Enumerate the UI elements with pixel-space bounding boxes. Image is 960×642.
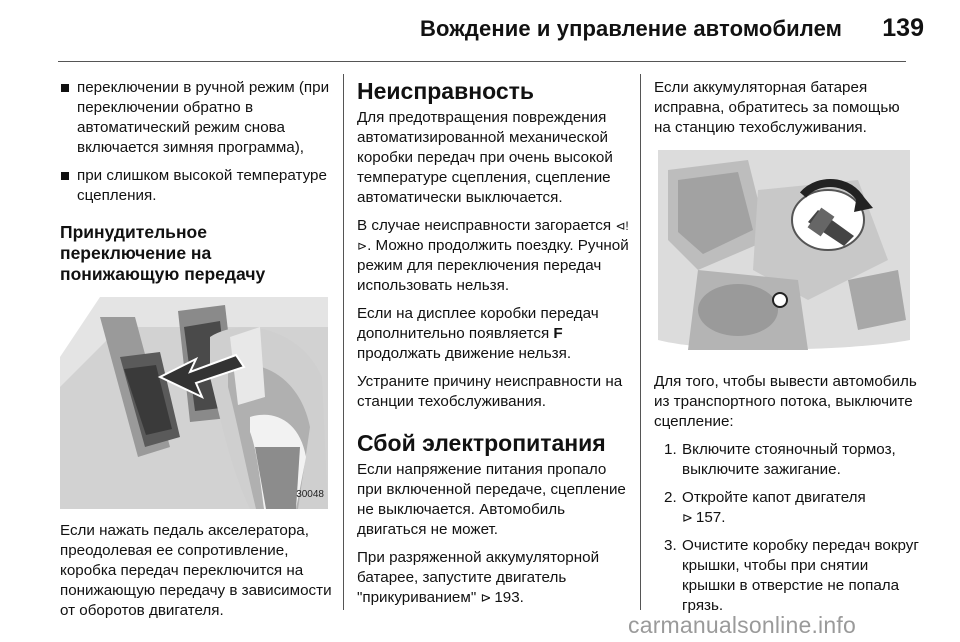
middle-column <box>357 78 629 616</box>
battery-paragraph: Если аккумуляторная батарея исправна, обратитесь за помощью на станцию техобслуживания. <box>654 79 900 136</box>
kickdown-heading: Принудительное переключение на понижающую передачу <box>60 222 266 284</box>
page-reference-link[interactable]: 193. <box>494 589 524 606</box>
list-item: 3. Очистите коробку передач вокруг крышки, чтобы при снятии крышки в отверстие не попала грязь. <box>664 537 919 614</box>
bullet-square-icon <box>61 84 69 92</box>
steps-list <box>654 440 920 616</box>
figure-number: 30048 <box>296 489 324 500</box>
kickdown-paragraph: Если нажать педаль акселератора, преодолевая ее сопротивление, коробка передач переключится на понижающую передачу в зависимости от оборотов двигателя. <box>60 522 332 619</box>
fault-paragraph-3: Если на дисплее коробки передач дополнительно появляется F продолжать движение нельзя. <box>357 305 599 362</box>
header-rule <box>58 61 906 62</box>
pedal-drawing <box>60 297 328 509</box>
page-reference-icon: ⊳ <box>480 590 492 605</box>
column-divider-left <box>343 74 344 610</box>
fault-paragraph-1: Для предотвращения повреждения автоматизированной механической коробки передач при очень высокой температуре сцепления, сцепление автоматически выключается. <box>357 109 613 206</box>
display-letter-f: F <box>553 325 563 342</box>
page-header <box>0 0 960 58</box>
right-column <box>654 78 920 624</box>
list-item: при слишком высокой температуре сцепления. <box>60 166 332 206</box>
fault-paragraph-4: Устраните причину неисправности на станции техобслуживания. <box>357 373 623 410</box>
chapter-title: Вождение и управление автомобилем <box>420 16 842 41</box>
bullet-square-icon <box>61 172 69 180</box>
power-paragraph-1: Если напряжение питания пропало при включенной передаче, сцепление не выключается. Автомобиль двигаться не может. <box>357 461 626 538</box>
list-item: 2. Откройте капот двигателя ⊳ 157. <box>664 489 866 526</box>
power-failure-heading: Сбой электропитания <box>357 430 606 456</box>
left-column <box>60 78 332 629</box>
gearbox-cover-illustration <box>658 150 910 358</box>
list-item: переключении в ручной режим (при переключении обратно в автоматический режим снова включается зимняя программа), <box>60 78 332 158</box>
power-paragraph-2: При разряженной аккумуляторной батарее, запустите двигатель "прикуриванием" ⊳ 193. <box>357 549 600 606</box>
gearbox-drawing <box>658 150 910 358</box>
gearbox-warning-icon: ⊲!⊳ <box>357 219 629 253</box>
page-reference-link[interactable]: 157. <box>695 509 726 526</box>
page-reference-icon: ⊳ <box>682 510 693 525</box>
list-item: 1. Включите стояночный тормоз, выключите зажигание. <box>664 441 896 478</box>
column-divider-right <box>640 74 641 610</box>
pedal-illustration <box>60 297 328 509</box>
page-number: 139 <box>882 14 924 42</box>
fault-paragraph-2: В случае неисправности загорается ⊲!⊳. Можно продолжить поездку. Ручной режим для переключения передач использовать нельзя. <box>357 217 629 294</box>
watermark-text: carmanualsonline.info <box>628 612 856 638</box>
fault-heading: Неисправность <box>357 78 535 104</box>
tow-intro-paragraph: Для того, чтобы вывести автомобиль из транспортного потока, выключите сцепление: <box>654 373 917 430</box>
